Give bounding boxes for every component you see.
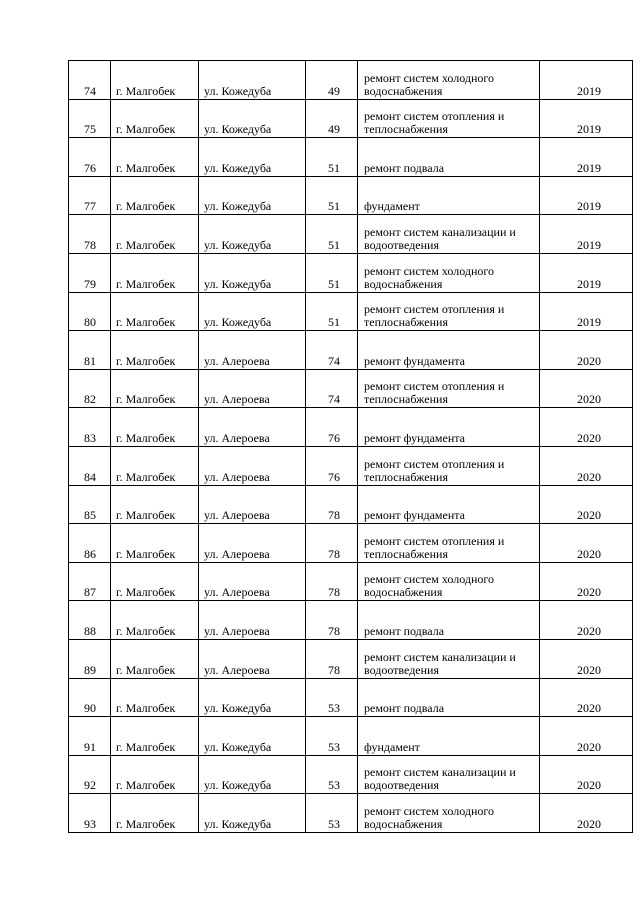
house-number-cell: 78 bbox=[306, 601, 358, 640]
row-number: 81 bbox=[69, 331, 111, 370]
house-number-cell: 49 bbox=[306, 61, 358, 100]
row-number: 86 bbox=[69, 524, 111, 563]
row-number: 74 bbox=[69, 61, 111, 100]
street-cell: ул. Кожедуба bbox=[199, 794, 306, 833]
table-row bbox=[69, 253, 633, 292]
year-cell: 2019 bbox=[540, 61, 633, 100]
street-cell: ул. Кожедуба bbox=[199, 678, 306, 717]
row-number: 91 bbox=[69, 717, 111, 756]
city-cell: г. Малгобек bbox=[111, 176, 199, 215]
year-cell: 2020 bbox=[540, 717, 633, 756]
street-cell: ул. Алероева bbox=[199, 446, 306, 485]
row-number: 93 bbox=[69, 794, 111, 833]
table-row bbox=[69, 61, 633, 100]
table-row bbox=[69, 678, 633, 717]
year-cell: 2019 bbox=[540, 99, 633, 138]
table-row bbox=[69, 369, 633, 408]
table-row bbox=[69, 524, 633, 563]
house-number-cell: 51 bbox=[306, 138, 358, 177]
repair-schedule-table bbox=[68, 60, 633, 833]
city-cell: г. Малгобек bbox=[111, 446, 199, 485]
work-type-cell: ремонт систем отопления и теплоснабжения bbox=[358, 524, 540, 563]
city-cell: г. Малгобек bbox=[111, 61, 199, 100]
year-cell: 2020 bbox=[540, 369, 633, 408]
house-number-cell: 51 bbox=[306, 176, 358, 215]
street-cell: ул. Алероева bbox=[199, 639, 306, 678]
work-type-cell: ремонт систем отопления и теплоснабжения bbox=[358, 446, 540, 485]
year-cell: 2019 bbox=[540, 215, 633, 254]
table-row bbox=[69, 755, 633, 794]
city-cell: г. Малгобек bbox=[111, 794, 199, 833]
row-number: 85 bbox=[69, 485, 111, 524]
table-row bbox=[69, 176, 633, 215]
street-cell: ул. Кожедуба bbox=[199, 176, 306, 215]
row-number: 76 bbox=[69, 138, 111, 177]
city-cell: г. Малгобек bbox=[111, 331, 199, 370]
street-cell: ул. Алероева bbox=[199, 562, 306, 601]
row-number: 84 bbox=[69, 446, 111, 485]
house-number-cell: 51 bbox=[306, 215, 358, 254]
house-number-cell: 76 bbox=[306, 446, 358, 485]
year-cell: 2020 bbox=[540, 755, 633, 794]
table-row bbox=[69, 562, 633, 601]
work-type-cell: ремонт систем холодного водоснабжения bbox=[358, 253, 540, 292]
table-row bbox=[69, 717, 633, 756]
row-number: 87 bbox=[69, 562, 111, 601]
year-cell: 2019 bbox=[540, 138, 633, 177]
year-cell: 2020 bbox=[540, 639, 633, 678]
row-number: 79 bbox=[69, 253, 111, 292]
row-number: 78 bbox=[69, 215, 111, 254]
work-type-cell: ремонт систем холодного водоснабжения bbox=[358, 562, 540, 601]
house-number-cell: 78 bbox=[306, 524, 358, 563]
year-cell: 2020 bbox=[540, 678, 633, 717]
house-number-cell: 78 bbox=[306, 485, 358, 524]
work-type-cell: ремонт систем отопления и теплоснабжения bbox=[358, 369, 540, 408]
row-number: 83 bbox=[69, 408, 111, 447]
row-number: 90 bbox=[69, 678, 111, 717]
city-cell: г. Малгобек bbox=[111, 601, 199, 640]
house-number-cell: 53 bbox=[306, 755, 358, 794]
city-cell: г. Малгобек bbox=[111, 717, 199, 756]
table-row bbox=[69, 215, 633, 254]
work-type-cell: ремонт подвала bbox=[358, 678, 540, 717]
year-cell: 2020 bbox=[540, 794, 633, 833]
city-cell: г. Малгобек bbox=[111, 562, 199, 601]
house-number-cell: 53 bbox=[306, 678, 358, 717]
house-number-cell: 74 bbox=[306, 331, 358, 370]
row-number: 77 bbox=[69, 176, 111, 215]
street-cell: ул. Кожедуба bbox=[199, 99, 306, 138]
work-type-cell: фундамент bbox=[358, 717, 540, 756]
row-number: 92 bbox=[69, 755, 111, 794]
year-cell: 2020 bbox=[540, 562, 633, 601]
work-type-cell: ремонт систем канализации и водоотведения bbox=[358, 639, 540, 678]
house-number-cell: 74 bbox=[306, 369, 358, 408]
work-type-cell: ремонт подвала bbox=[358, 601, 540, 640]
house-number-cell: 78 bbox=[306, 639, 358, 678]
city-cell: г. Малгобек bbox=[111, 369, 199, 408]
year-cell: 2020 bbox=[540, 485, 633, 524]
work-type-cell: ремонт систем канализации и водоотведения bbox=[358, 755, 540, 794]
street-cell: ул. Алероева bbox=[199, 601, 306, 640]
street-cell: ул. Алероева bbox=[199, 524, 306, 563]
table-row bbox=[69, 408, 633, 447]
year-cell: 2020 bbox=[540, 408, 633, 447]
house-number-cell: 51 bbox=[306, 292, 358, 331]
work-type-cell: ремонт систем канализации и водоотведения bbox=[358, 215, 540, 254]
street-cell: ул. Алероева bbox=[199, 485, 306, 524]
street-cell: ул. Кожедуба bbox=[199, 292, 306, 331]
table-row bbox=[69, 446, 633, 485]
work-type-cell: ремонт фундамента bbox=[358, 485, 540, 524]
street-cell: ул. Алероева bbox=[199, 369, 306, 408]
street-cell: ул. Кожедуба bbox=[199, 215, 306, 254]
table-row bbox=[69, 99, 633, 138]
year-cell: 2020 bbox=[540, 331, 633, 370]
street-cell: ул. Алероева bbox=[199, 331, 306, 370]
table-body bbox=[69, 61, 633, 833]
work-type-cell: ремонт систем холодного водоснабжения bbox=[358, 794, 540, 833]
row-number: 75 bbox=[69, 99, 111, 138]
year-cell: 2019 bbox=[540, 176, 633, 215]
table-row bbox=[69, 485, 633, 524]
city-cell: г. Малгобек bbox=[111, 639, 199, 678]
street-cell: ул. Кожедуба bbox=[199, 61, 306, 100]
work-type-cell: ремонт фундамента bbox=[358, 331, 540, 370]
street-cell: ул. Кожедуба bbox=[199, 138, 306, 177]
work-type-cell: ремонт систем отопления и теплоснабжения bbox=[358, 99, 540, 138]
house-number-cell: 76 bbox=[306, 408, 358, 447]
work-type-cell: ремонт фундамента bbox=[358, 408, 540, 447]
street-cell: ул. Кожедуба bbox=[199, 755, 306, 794]
table-row bbox=[69, 794, 633, 833]
table-row bbox=[69, 331, 633, 370]
house-number-cell: 78 bbox=[306, 562, 358, 601]
work-type-cell: ремонт подвала bbox=[358, 138, 540, 177]
city-cell: г. Малгобек bbox=[111, 485, 199, 524]
city-cell: г. Малгобек bbox=[111, 524, 199, 563]
work-type-cell: ремонт систем отопления и теплоснабжения bbox=[358, 292, 540, 331]
table-row bbox=[69, 601, 633, 640]
year-cell: 2020 bbox=[540, 601, 633, 640]
city-cell: г. Малгобек bbox=[111, 408, 199, 447]
table-row bbox=[69, 292, 633, 331]
house-number-cell: 51 bbox=[306, 253, 358, 292]
city-cell: г. Малгобек bbox=[111, 292, 199, 331]
year-cell: 2019 bbox=[540, 292, 633, 331]
table-row bbox=[69, 138, 633, 177]
house-number-cell: 53 bbox=[306, 794, 358, 833]
table-row bbox=[69, 639, 633, 678]
city-cell: г. Малгобек bbox=[111, 99, 199, 138]
city-cell: г. Малгобек bbox=[111, 215, 199, 254]
city-cell: г. Малгобек bbox=[111, 253, 199, 292]
city-cell: г. Малгобек bbox=[111, 138, 199, 177]
house-number-cell: 53 bbox=[306, 717, 358, 756]
work-type-cell: ремонт систем холодного водоснабжения bbox=[358, 61, 540, 100]
house-number-cell: 49 bbox=[306, 99, 358, 138]
year-cell: 2019 bbox=[540, 253, 633, 292]
city-cell: г. Малгобек bbox=[111, 678, 199, 717]
year-cell: 2020 bbox=[540, 446, 633, 485]
work-type-cell: фундамент bbox=[358, 176, 540, 215]
street-cell: ул. Кожедуба bbox=[199, 253, 306, 292]
row-number: 82 bbox=[69, 369, 111, 408]
street-cell: ул. Алероева bbox=[199, 408, 306, 447]
row-number: 88 bbox=[69, 601, 111, 640]
row-number: 80 bbox=[69, 292, 111, 331]
street-cell: ул. Кожедуба bbox=[199, 717, 306, 756]
city-cell: г. Малгобек bbox=[111, 755, 199, 794]
row-number: 89 bbox=[69, 639, 111, 678]
year-cell: 2020 bbox=[540, 524, 633, 563]
